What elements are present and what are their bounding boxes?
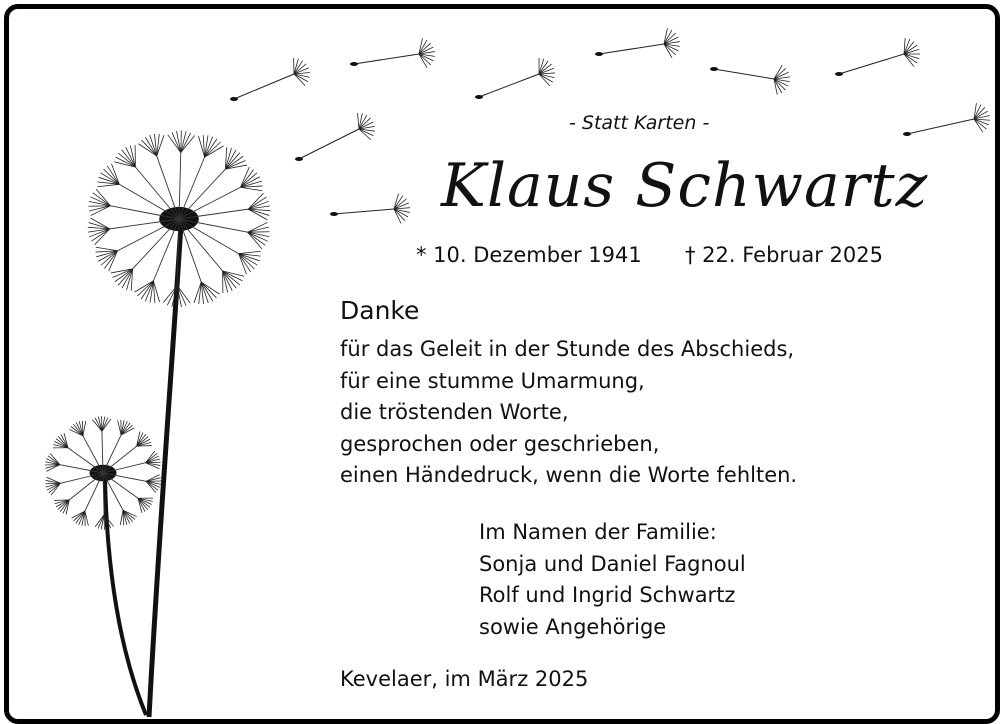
- thanks-line: gesprochen oder geschrieben,: [340, 431, 660, 456]
- obituary-card: [4, 4, 1000, 724]
- family-line: Im Namen der Familie:: [479, 520, 717, 544]
- family-signature: [479, 517, 746, 643]
- family-line: sowie Angehörige: [479, 614, 667, 639]
- dandelion-seed-icon: [595, 28, 680, 57]
- thanks-line: einen Händedruck, wenn die Worte fehlten.: [340, 463, 798, 487]
- birth-date: * 10. Dezember 1941: [416, 243, 642, 267]
- dandelion-seed-icon: [330, 194, 410, 224]
- thanks-line: für eine stumme Umarmung,: [340, 368, 645, 393]
- deceased-name: Klaus Schwartz: [441, 151, 929, 221]
- small-dandelion-icon: [45, 416, 161, 530]
- death-date: † 22. Februar 2025: [685, 243, 883, 267]
- dandelion-seed-icon: [350, 38, 435, 67]
- dandelion-stem: [149, 224, 181, 717]
- thanks-text: [340, 334, 797, 492]
- family-line: Rolf und Ingrid Schwartz: [479, 583, 736, 607]
- dandelion-seed-icon: [295, 113, 375, 161]
- thanks-line: die tröstenden Worte,: [340, 400, 569, 424]
- thanks-heading: Danke: [340, 296, 420, 325]
- dandelion-seed-icon: [835, 38, 920, 76]
- place-date: Kevelaer, im März 2025: [340, 667, 589, 691]
- dandelion-seed-icon: [230, 58, 310, 101]
- dandelion-seed-icon: [710, 65, 790, 94]
- intro-line: - Statt Karten -: [569, 112, 710, 134]
- dandelion-seed-icon: [903, 103, 990, 136]
- family-line: Sonja und Daniel Fagnoul: [479, 551, 746, 576]
- thanks-line: für das Geleit in der Stunde des Abschieds,: [340, 337, 795, 361]
- dandelion-seed-icon: [475, 58, 555, 99]
